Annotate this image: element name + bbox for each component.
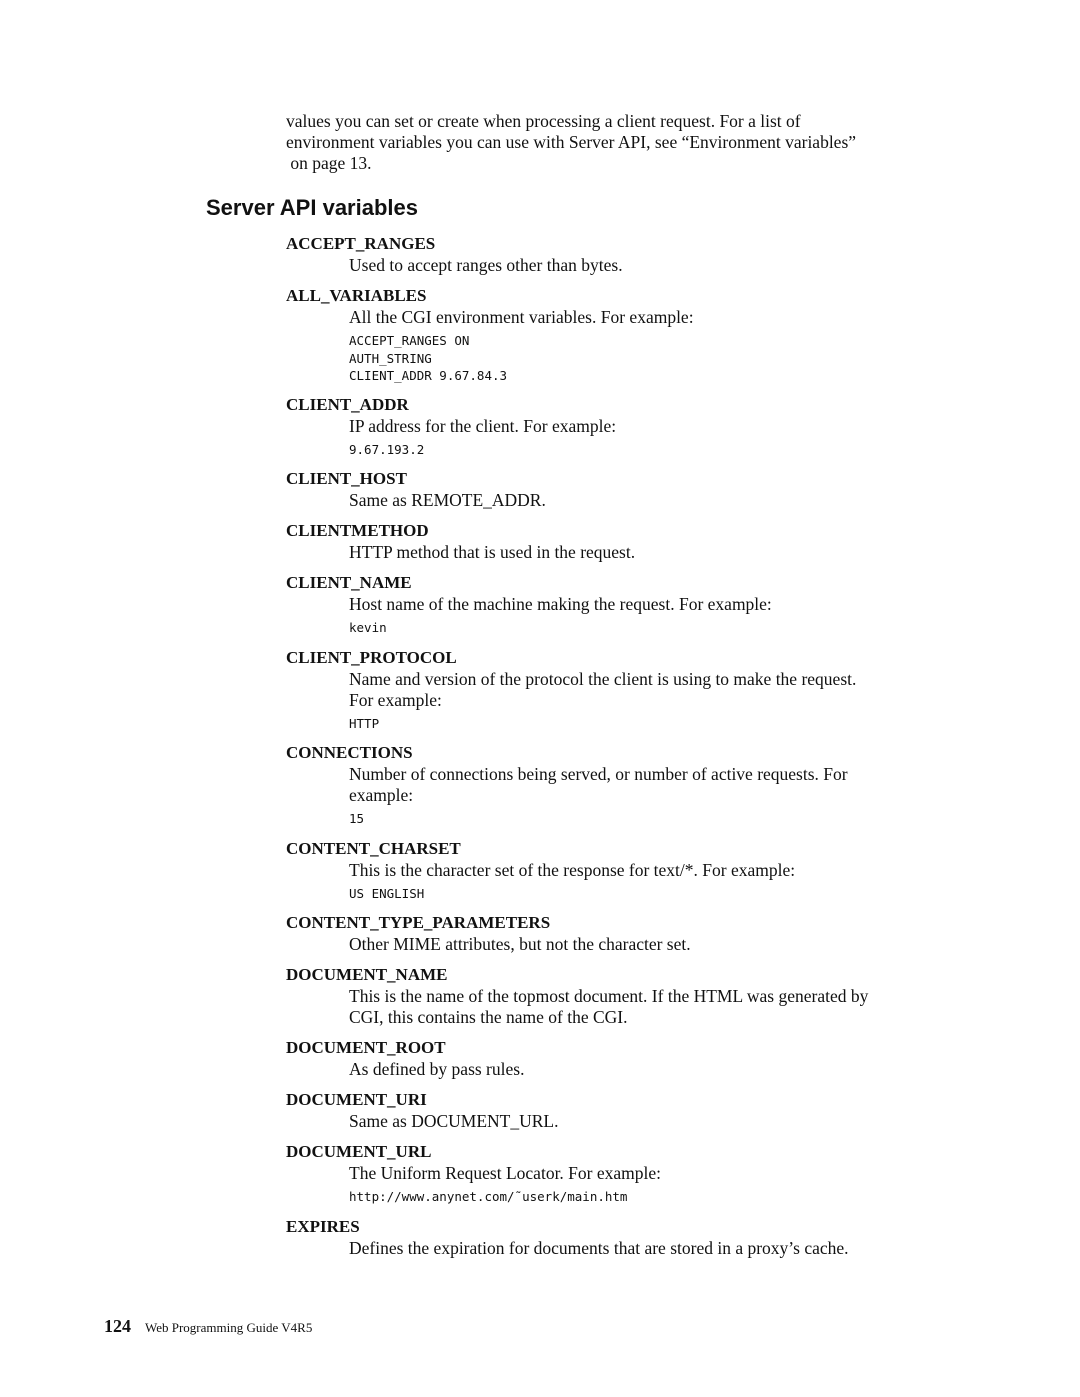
intro-line: environment variables you can use with Server API, see “Environment variables” [286,132,857,152]
code-line: kevin [349,620,387,635]
intro-line: on page 13. [286,153,372,173]
variable-name: ALL_VARIABLES [286,286,427,305]
code-line: http://www.anynet.com/˜userk/main.htm [349,1189,628,1204]
code-line: AUTH_STRING [349,350,432,366]
description-line: As defined by pass rules. [349,1059,525,1079]
variable-entry [286,1141,956,1206]
variable-entry [286,520,956,563]
variable-name: CLIENT_HOST [286,469,407,488]
description-line: This is the character set of the response for text/*. For example: [349,859,796,880]
intro-paragraph [286,111,946,174]
description-line: The Uniform Request Locator. For example: [349,1163,662,1183]
variable-list [286,233,956,1268]
intro-line: values you can set or create when processing a client request. For a list of [286,111,801,131]
variable-name: CLIENT_PROTOCOL [286,647,457,667]
variable-entry [286,964,956,1028]
variable-entry [286,285,956,385]
variable-description [349,860,954,881]
code-example [349,441,956,459]
code-example [349,619,956,637]
variable-description [349,934,954,955]
description-line: This is the name of the topmost document. If the HTML was generated by [349,986,869,1006]
page-number: 124 [104,1316,131,1336]
variable-entry [286,647,956,733]
footer-title: Web Programming Guide V4R5 [145,1320,313,1335]
description-line: Number of connections being served, or number of active requests. For [349,764,848,784]
code-line: ACCEPT_RANGES ON [349,333,470,348]
variable-description [349,986,954,1028]
variable-entry [286,1089,956,1132]
variable-description [349,307,954,328]
description-line: Defines the expiration for documents that are stored in a proxy’s cache. [349,1237,849,1258]
variable-entry [286,742,956,828]
description-line: Other MIME attributes, but not the character set. [349,934,691,954]
variable-entry [286,233,956,276]
variable-name: CLIENT_ADDR [286,394,409,414]
code-example [349,810,956,828]
variable-entry [286,912,956,955]
variable-entry [286,572,956,637]
code-example [349,715,956,733]
description-line: Name and version of the protocol the client is using to make the request. [349,668,857,689]
variable-name: CONTENT_CHARSET [286,838,461,858]
description-line: Host name of the machine making the request. For example: [349,594,772,614]
code-line: 9.67.193.2 [349,441,425,457]
variable-description [349,255,954,276]
variable-description [349,669,954,711]
description-line: IP address for the client. For example: [349,415,617,436]
variable-name: EXPIRES [286,1216,360,1236]
variable-name: CLIENTMETHOD [286,521,429,540]
variable-name: DOCUMENT_URI [286,1090,427,1109]
variable-entry [286,394,956,459]
section-heading: Server API variables [206,195,418,220]
variable-name: DOCUMENT_URL [286,1142,432,1161]
description-line: For example: [349,689,442,710]
description-line: CGI, this contains the name of the CGI. [349,1007,628,1027]
variable-name: CLIENT_NAME [286,573,412,592]
code-line: HTTP [349,715,380,731]
variable-name: DOCUMENT_NAME [286,965,448,984]
code-example [349,885,956,903]
description-line: HTTP method that is used in the request. [349,542,636,562]
variable-entry [286,1037,956,1080]
code-example [349,1188,956,1206]
variable-entry [286,468,956,511]
code-line: 15 [349,811,365,826]
variable-description [349,1163,954,1184]
description-line: Used to accept ranges other than bytes. [349,255,623,275]
variable-description [349,416,954,437]
variable-description [349,1111,954,1132]
variable-description [349,490,954,511]
page-footer [104,1316,312,1337]
variable-description [349,1059,954,1080]
variable-description [349,764,954,806]
variable-entry [286,838,956,903]
description-line: Same as REMOTE_ADDR. [349,490,546,510]
variable-name: DOCUMENT_ROOT [286,1038,446,1057]
code-line: CLIENT_ADDR 9.67.84.3 [349,368,508,383]
variable-description [349,1238,954,1259]
variable-name: ACCEPT_RANGES [286,234,436,253]
variable-name: CONNECTIONS [286,743,413,762]
description-line: example: [349,785,414,805]
description-line: All the CGI environment variables. For example: [349,307,694,327]
code-line: US ENGLISH [349,885,425,901]
description-line: Same as DOCUMENT_URL. [349,1111,559,1131]
variable-description [349,542,954,563]
variable-description [349,594,954,615]
code-example [349,332,956,385]
variable-name: CONTENT_TYPE_PARAMETERS [286,913,551,932]
variable-entry [286,1216,956,1259]
